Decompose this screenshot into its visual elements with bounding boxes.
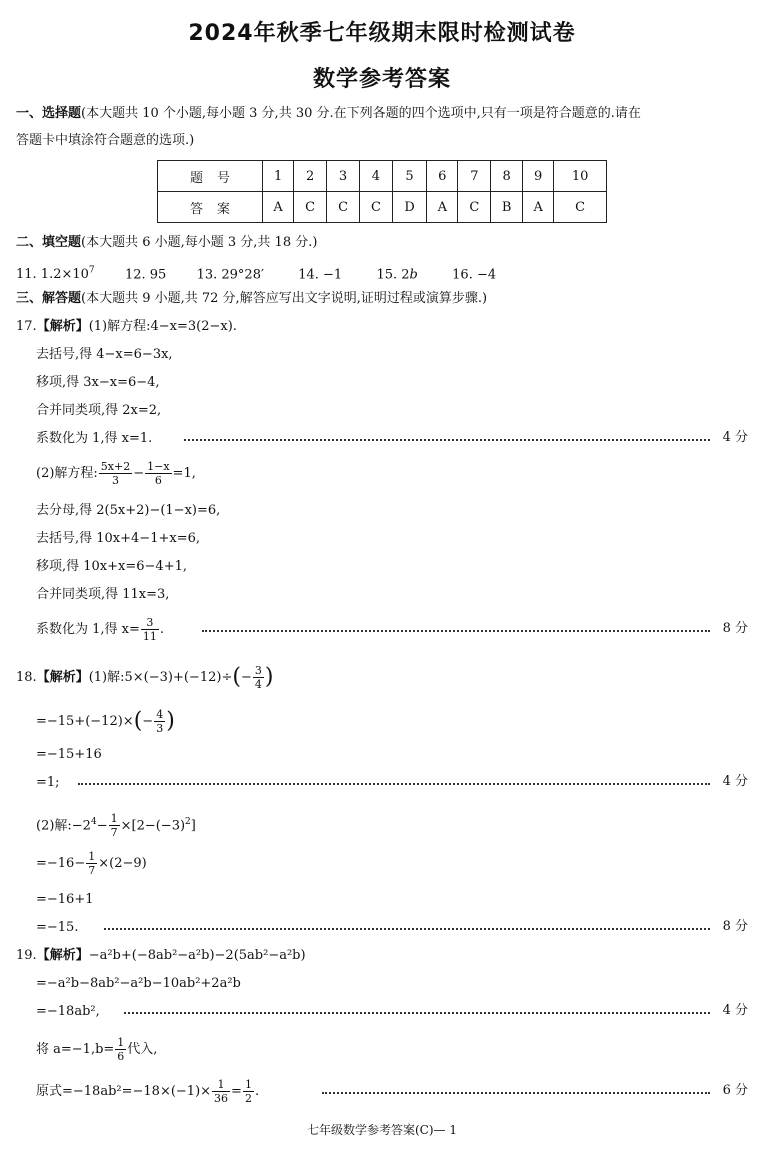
table-cell: 2 (294, 161, 327, 192)
q17-number: 17. (16, 319, 37, 334)
section1-desc-a: (本大题共 10 个小题,每小题 3 分,共 30 分.在下列各题的四个选项中,只有一项是符合题意的.请在 (81, 106, 641, 121)
q17-step4: 系数化为 1,得 x=1. (36, 431, 153, 446)
fraction-numerator: 1 (212, 1079, 230, 1092)
q18-step6: =−15. (36, 920, 79, 935)
section3-header (16, 288, 748, 310)
table-cell: 5 (392, 161, 426, 192)
q18-step5: =−16+1 (36, 892, 94, 907)
minus-sign: − (142, 714, 154, 729)
answer-12: 12. 95 (124, 267, 167, 282)
table-cell: A (427, 192, 458, 223)
q17-step9 (36, 614, 216, 646)
q18-part2-tail: ×[2−(−3) (120, 818, 186, 834)
q17-step5: 去分母,得 2(5x+2)−(1−x)=6, (36, 503, 221, 518)
table-label-answer: 答案 (158, 192, 263, 223)
fraction-denominator: 11 (142, 630, 157, 643)
right-paren: ) (166, 708, 175, 734)
fraction-numerator: 1−x (147, 460, 170, 473)
fraction-denominator: 3 (156, 722, 164, 735)
q18-part1-intro: (1)解:5×(−3)+(−12)÷ (88, 670, 233, 685)
section1-desc-b: 答题卡中填涂符合题意的选项.) (16, 133, 195, 148)
q18-part2-intro (36, 806, 748, 838)
q19-score1: 4 分 (722, 1003, 748, 1018)
exponent: 2 (185, 817, 191, 827)
q19-score2: 6 分 (722, 1083, 748, 1098)
q18-part2-pre: (2)解:−2 (36, 818, 91, 834)
fraction-numerator: 5x+2 (100, 460, 131, 473)
table-cell: A (263, 192, 294, 223)
fraction (99, 461, 132, 486)
q18-step4 (36, 848, 748, 880)
fraction-numerator: 1 (110, 812, 118, 826)
answer-subtitle: 数学参考答案 (312, 67, 451, 92)
fraction-denominator: 4 (254, 678, 262, 691)
q17-step2: 移项,得 3x−x=6−4, (36, 375, 160, 390)
table-cell: 1 (263, 161, 294, 192)
table-cell: B (491, 192, 523, 223)
fraction-numerator: 4 (156, 708, 164, 721)
fraction-denominator: 7 (110, 826, 118, 838)
fraction (212, 1079, 230, 1104)
q18-step4-pre: =−16− (36, 856, 86, 871)
fraction-numerator: 1 (88, 850, 96, 863)
fraction-numerator: 1 (244, 1078, 252, 1091)
fraction-numerator: 3 (141, 617, 159, 630)
fraction-denominator: 2 (244, 1092, 252, 1105)
section2-title: 二、填空题 (16, 235, 82, 250)
q18-tag: 【解析】 (36, 670, 89, 685)
table-cell: 3 (327, 161, 360, 192)
q17-score2: 8 分 (722, 621, 748, 636)
fraction (141, 617, 159, 642)
fraction-denominator: 3 (112, 474, 119, 487)
q18-step1-pre: =−15+(−12)× (36, 714, 134, 729)
q18-step1 (36, 706, 748, 738)
fraction (243, 1079, 254, 1104)
q18-number: 18. (16, 670, 37, 685)
q19-step3-tail: 代入, (127, 1042, 158, 1057)
q19-step1: =−a²b−8ab²−a²b−10ab²+2a²b (36, 976, 241, 991)
q17-step9-tail: . (159, 622, 165, 637)
right-bracket: ] (190, 818, 196, 834)
table-cell: C (294, 192, 327, 223)
answer-11 (16, 267, 95, 282)
dot-leader (78, 783, 710, 785)
fraction (154, 709, 165, 734)
q17-tag: 【解析】 (36, 319, 89, 334)
q18-score1: 4 分 (722, 774, 748, 789)
q18-step2: =−15+16 (36, 747, 102, 762)
q17-part2-label: (2)解方程: (36, 466, 98, 481)
answer-15-var: b (409, 267, 418, 282)
exponent: 4 (90, 817, 97, 827)
dot-leader (202, 630, 710, 632)
fraction-numerator: 3 (254, 664, 262, 677)
section3-title: 三、解答题 (16, 291, 82, 306)
q18-score2: 8 分 (722, 919, 748, 934)
q17-step7: 移项,得 10x+x=6−4+1, (36, 559, 187, 574)
page-footer: 七年级数学参考答案(C)— 1 (307, 1123, 457, 1137)
fraction (115, 1037, 126, 1062)
dot-leader (124, 1012, 710, 1014)
q17-part1-intro: (1)解方程:4−x=3(2−x). (88, 319, 237, 334)
table-cell: C (554, 192, 607, 223)
answer-11-base: 11. 1.2×10 (16, 267, 89, 282)
table-label-number: 题号 (158, 161, 263, 192)
answer-16: 16. −4 (452, 267, 497, 282)
q17-step9-pre: 系数化为 1,得 x= (36, 622, 140, 637)
fraction (109, 813, 120, 838)
q19-step4-pre: 原式=−18ab²=−18×(−1)× (36, 1084, 212, 1099)
q19-expression: −a²b+(−8ab²−a²b)−2(5ab²−a²b) (88, 948, 306, 963)
choice-answer-table (157, 160, 607, 223)
fraction-denominator: 36 (214, 1092, 229, 1105)
section3-desc: (本大题共 9 小题,共 72 分,解答应写出文字说明,证明过程或演算步骤.) (81, 291, 488, 306)
equals-sign: = (231, 1084, 242, 1099)
table-cell: 4 (359, 161, 392, 192)
q19-number: 19. (16, 948, 37, 963)
fraction (253, 665, 264, 690)
table-cell: C (458, 192, 491, 223)
dot-leader (322, 1092, 710, 1094)
dot-leader (184, 439, 710, 441)
left-paren: ( (133, 708, 143, 734)
q19-step2: =−18ab², (36, 1004, 100, 1019)
answer-11-exponent: 7 (88, 266, 95, 276)
q17-step8: 合并同类项,得 11x=3, (36, 587, 170, 602)
table-cell: C (359, 192, 392, 223)
q17-step6: 去括号,得 10x+4−1+x=6, (36, 531, 200, 546)
q18-intro (16, 662, 748, 694)
right-paren: ) (264, 664, 274, 690)
table-cell: 7 (458, 161, 491, 192)
table-row-answers (158, 192, 607, 223)
fraction (145, 461, 171, 486)
fraction-denominator: 7 (88, 864, 96, 877)
fraction-denominator: 6 (154, 474, 162, 487)
left-paren: ( (232, 664, 241, 690)
section1-title: 一、选择题 (16, 106, 82, 121)
fraction-numerator: 1 (117, 1036, 125, 1049)
answer-14: 14. −1 (298, 267, 343, 282)
q17-part2-tail: =1, (172, 466, 196, 481)
table-cell: 8 (491, 161, 523, 192)
answer-15 (376, 267, 417, 282)
q19-tag: 【解析】 (36, 948, 89, 963)
fraction (86, 851, 97, 876)
q17-step1: 去括号,得 4−x=6−3x, (36, 347, 173, 362)
q19-step3 (36, 1034, 748, 1066)
q17-intro (16, 316, 748, 338)
table-cell: 6 (427, 161, 458, 192)
minus-sign: − (133, 466, 145, 481)
answer-15-coef: 15. 2 (376, 267, 410, 282)
q18-step3: =1; (36, 775, 60, 790)
table-cell: 9 (523, 161, 554, 192)
table-cell: 10 (554, 161, 607, 192)
section2-desc: (本大题共 6 小题,每小题 3 分,共 18 分.) (81, 235, 318, 250)
table-cell: C (327, 192, 360, 223)
table-cell: D (392, 192, 426, 223)
q19-step3-pre: 将 a=−1,b= (36, 1042, 115, 1057)
answer-13: 13. 29°28′ (196, 267, 264, 282)
minus-sign: − (96, 818, 108, 834)
table-row-numbers (158, 161, 607, 192)
q17-score1: 4 分 (722, 430, 748, 445)
table-cell: A (523, 192, 554, 223)
q18-step4-tail: ×(2−9) (98, 856, 147, 871)
section1-header (16, 103, 748, 125)
dot-leader (104, 928, 710, 930)
q17-step3: 合并同类项,得 2x=2, (36, 403, 162, 418)
section2-header (16, 232, 748, 254)
minus-sign: − (240, 670, 252, 685)
fill-answers-row (16, 260, 748, 282)
q17-part2-intro (36, 458, 748, 490)
q19-intro (16, 945, 748, 967)
exam-title: 2024年秋季七年级期末限时检测试卷 (188, 21, 576, 46)
q19-step4-tail: . (254, 1084, 260, 1099)
fraction-denominator: 6 (117, 1050, 125, 1063)
q19-step4 (36, 1076, 326, 1108)
